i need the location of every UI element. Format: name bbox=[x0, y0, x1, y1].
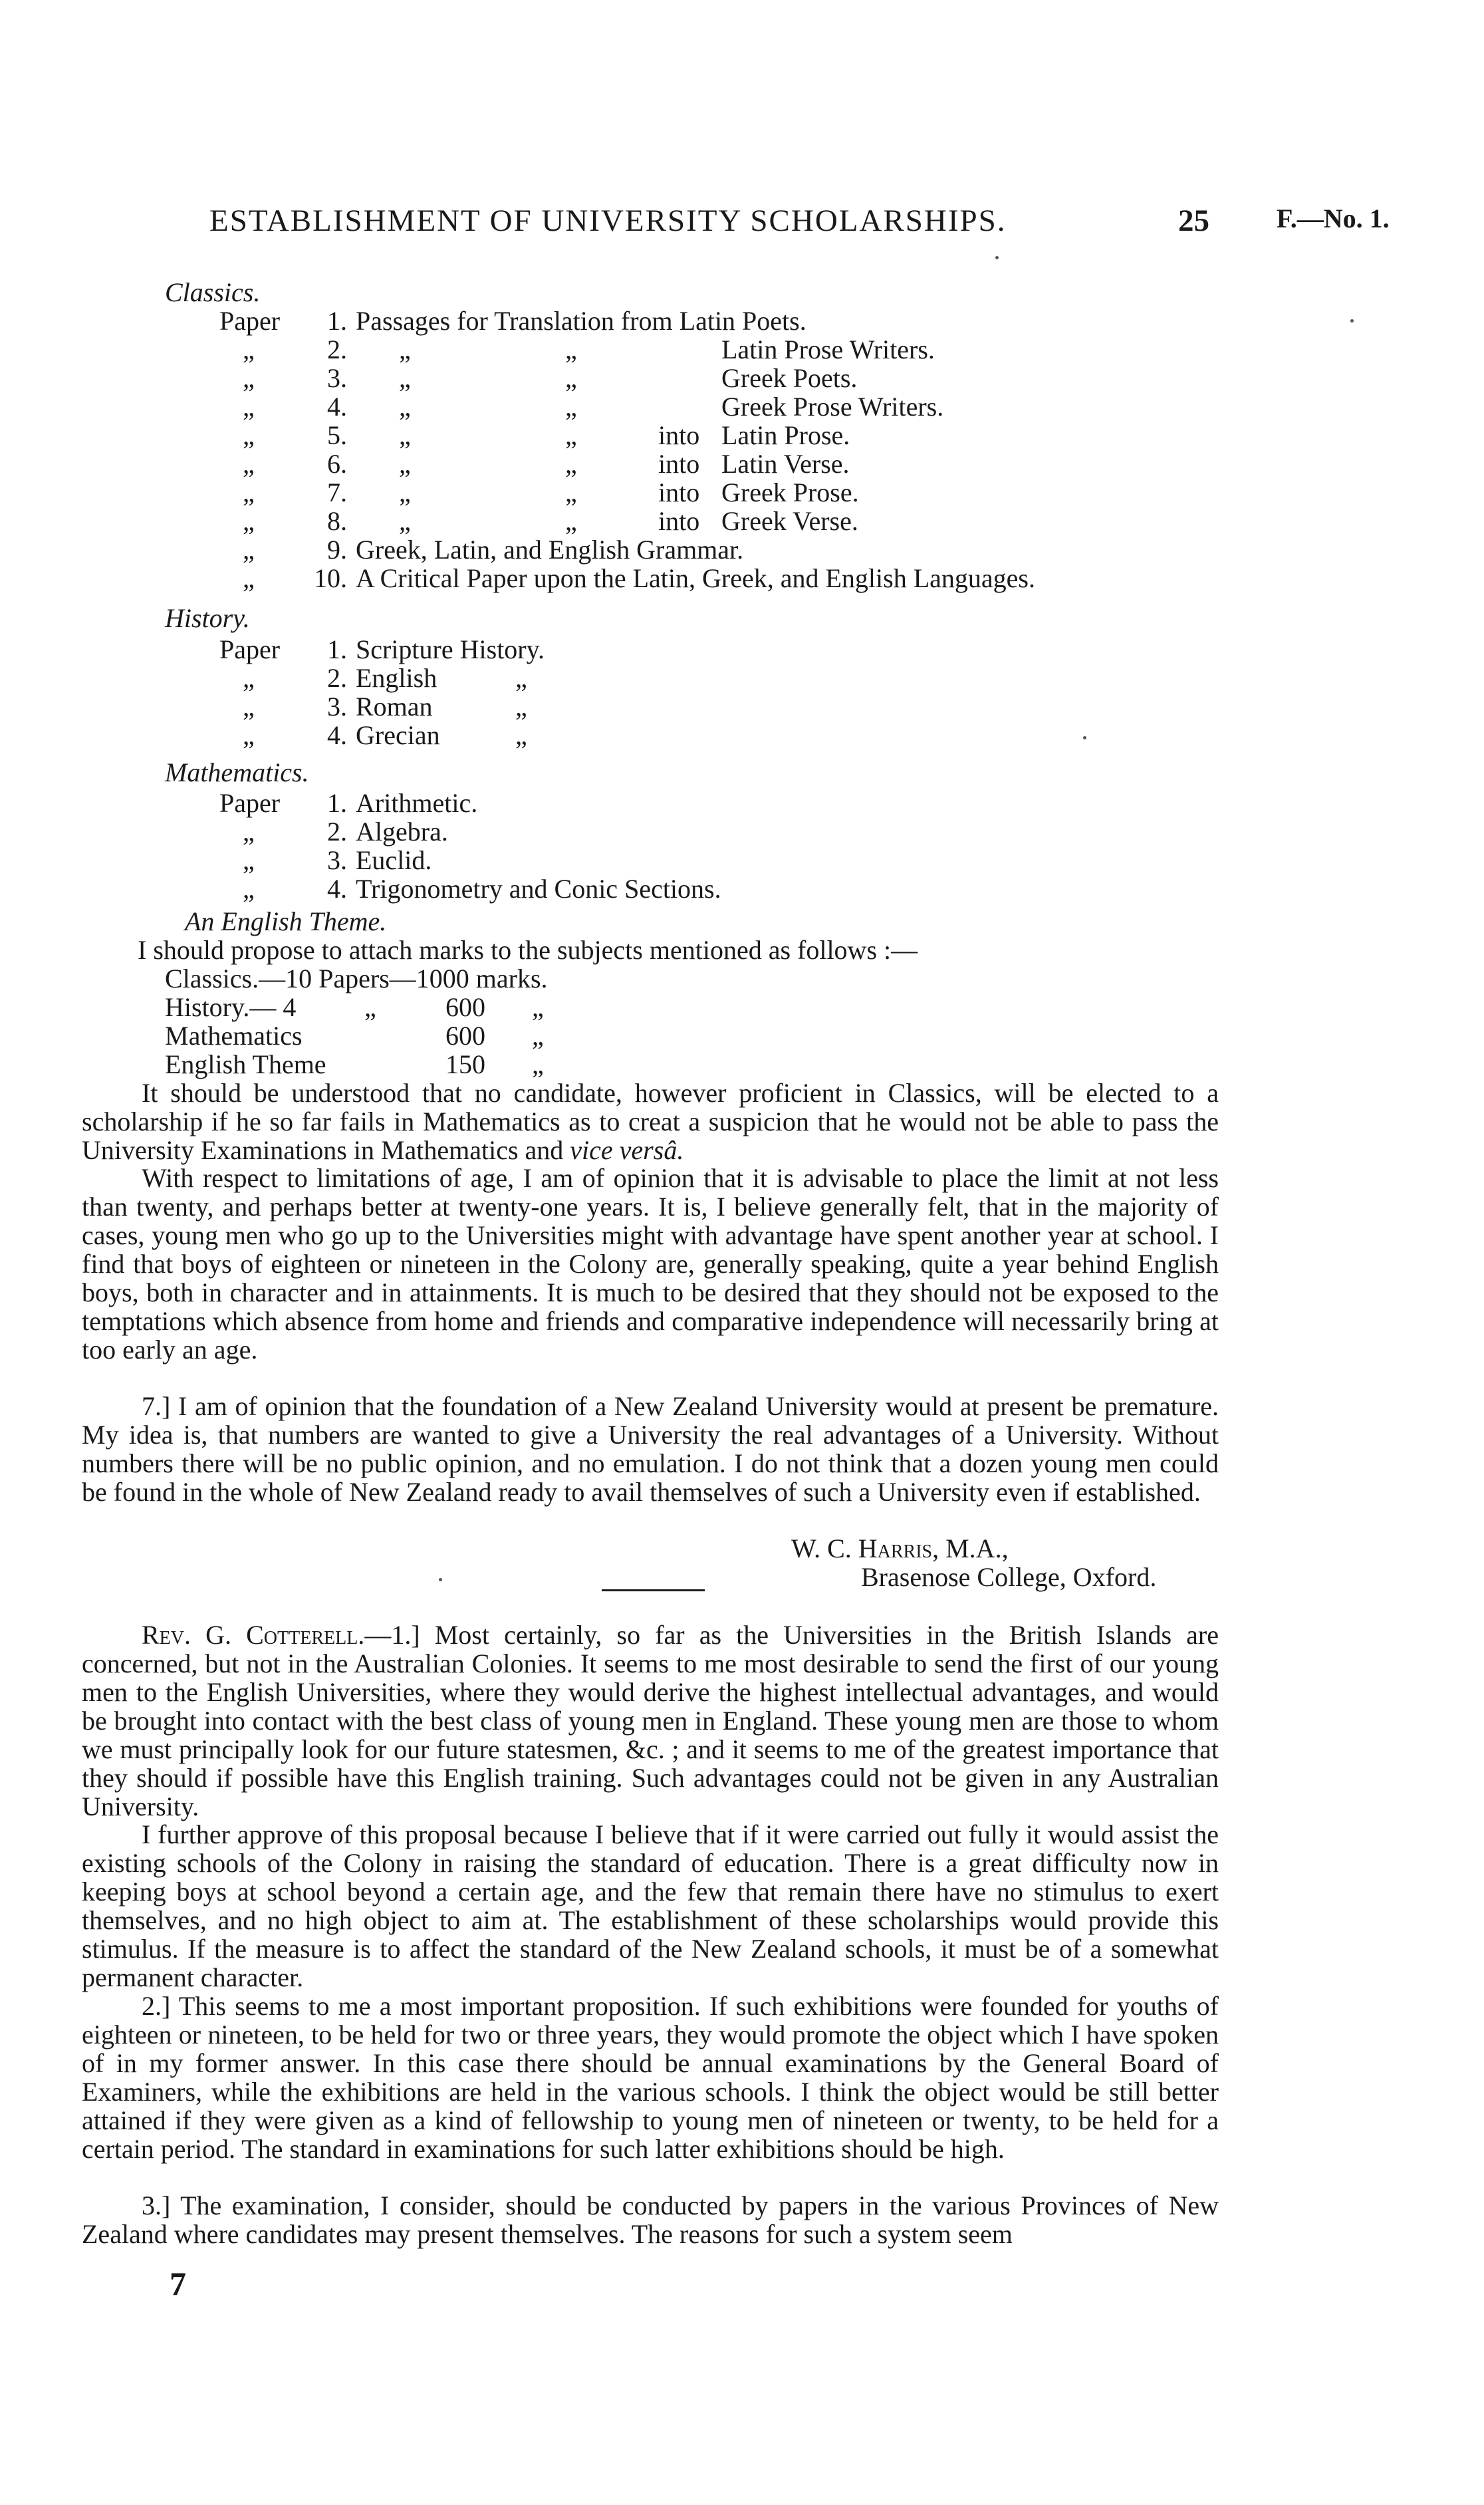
paper-label: Paper bbox=[219, 788, 281, 818]
ditto-mark: „ bbox=[399, 334, 411, 364]
classics-into: into bbox=[658, 477, 700, 507]
paragraph-1-italic: vice versâ. bbox=[570, 1135, 684, 1165]
ditto-mark: „ bbox=[243, 506, 255, 536]
paragraph-2: With respect to limitations of age, I am of opinion that it is advisable to place the limit at not less than twenty, and perhaps better at twenty-one years. It is, I believe generally felt, that in the majority of cases, young men who go up to the Universities might with advantage have spent another year at school. I find that boys of eighteen or nineteen in the Colony are, generally speaking, quite a year behind English boys, both in character and in attainments. It is much to be desired that they should not be exposed to the temptations which absence from home and friends and comparative independence will necessarily bring at too early an age. bbox=[82, 1163, 1219, 1365]
speck bbox=[439, 1578, 442, 1581]
ditto-mark: „ bbox=[532, 1021, 544, 1051]
ditto-mark: „ bbox=[565, 392, 577, 422]
paragraph-5: I further approve of this proposal because I believe that if it were carried out fully it would assist the existing schools of the Colony in raising the standard of education. There is a great difficulty now in keeping boys at school beyond a certain age, and the few that remain there have no stimulus to exert themselves, and no high object to aim at. The establishment of these scholarships would provide this stimulus. If the measure is to affect the standard of the New Zealand schools, it must be of a somewhat permanent character. bbox=[82, 1819, 1219, 1992]
marks-history-value: 600 bbox=[445, 992, 485, 1022]
ditto-mark: „ bbox=[515, 663, 527, 693]
paper-label: Paper bbox=[219, 306, 281, 336]
footer-number: 7 bbox=[170, 2265, 186, 2302]
ditto-mark: „ bbox=[243, 563, 255, 593]
marks-history-label: History.— 4 bbox=[165, 992, 297, 1022]
english-theme-heading: An English Theme. bbox=[185, 906, 387, 936]
math-item-3: Euclid. bbox=[356, 845, 432, 875]
mathematics-heading: Mathematics. bbox=[165, 757, 309, 787]
classics-heading: Classics. bbox=[165, 277, 261, 307]
ditto-mark: „ bbox=[399, 420, 411, 450]
ditto-mark: „ bbox=[532, 1049, 544, 1079]
marks-intro: I should propose to attach marks to the subjects mentioned as follows :— bbox=[138, 935, 918, 965]
ditto-mark: „ bbox=[399, 449, 411, 479]
marks-theme-label: English Theme bbox=[165, 1049, 326, 1079]
math-num-3: 3. bbox=[327, 845, 347, 875]
classics-num-5: 5. bbox=[327, 420, 347, 450]
history-num-1: 1. bbox=[327, 634, 347, 664]
ditto-mark: „ bbox=[243, 692, 255, 722]
paragraph-3: 7.] I am of opinion that the foundation of a New Zealand University would at present be premature. My idea is, that numbers are wanted to give a University the real advantages of a University. Without numbers there will be no public opinion, and no emulation. I do not think that a dozen young men could be found in the whole of New Zealand ready to avail themselves of such a University even if established. bbox=[82, 1391, 1219, 1507]
ditto-mark: „ bbox=[243, 874, 255, 904]
history-item-3: Roman bbox=[356, 692, 433, 722]
classics-item-4: Greek Prose Writers. bbox=[721, 392, 944, 422]
classics-item-10: A Critical Paper upon the Latin, Greek, and English Languages. bbox=[356, 563, 1035, 593]
marks-math-value: 600 bbox=[445, 1021, 485, 1051]
page-number: 25 bbox=[1178, 203, 1209, 238]
ditto-mark: „ bbox=[565, 477, 577, 507]
classics-num-9: 9. bbox=[327, 535, 347, 565]
classics-item-1: Passages for Translation from Latin Poets. bbox=[356, 306, 806, 336]
ditto-mark: „ bbox=[532, 992, 544, 1022]
ditto-mark: „ bbox=[243, 817, 255, 847]
ditto-mark: „ bbox=[243, 477, 255, 507]
ditto-mark: „ bbox=[243, 845, 255, 875]
signature-college: Brasenose College, Oxford. bbox=[861, 1562, 1157, 1592]
classics-item-2: Latin Prose Writers. bbox=[721, 334, 935, 364]
classics-item-6: Latin Verse. bbox=[721, 449, 850, 479]
paragraph-7: 3.] The examination, I consider, should be conducted by papers in the various Provinces of New Zealand where candidates may present themselves. The reasons for such a system seem bbox=[82, 2190, 1219, 2249]
history-item-2: English bbox=[356, 663, 437, 693]
math-item-1: Arithmetic. bbox=[356, 788, 478, 818]
history-item-1: Scripture History. bbox=[356, 634, 545, 664]
classics-into: into bbox=[658, 449, 700, 479]
classics-num-6: 6. bbox=[327, 449, 347, 479]
classics-num-4: 4. bbox=[327, 392, 347, 422]
paragraph-1 bbox=[82, 1079, 1219, 1164]
ditto-mark: „ bbox=[364, 992, 376, 1022]
history-item-4: Grecian bbox=[356, 720, 440, 750]
ditto-mark: „ bbox=[399, 392, 411, 422]
ditto-mark: „ bbox=[243, 663, 255, 693]
signature-name-text: W. C. Harris, M.A., bbox=[791, 1533, 1009, 1563]
ditto-mark: „ bbox=[399, 363, 411, 393]
ditto-mark: „ bbox=[565, 449, 577, 479]
history-num-4: 4. bbox=[327, 720, 347, 750]
classics-item-3: Greek Poets. bbox=[721, 363, 858, 393]
math-item-4: Trigonometry and Conic Sections. bbox=[356, 874, 721, 904]
section-divider bbox=[602, 1589, 705, 1591]
classics-num-7: 7. bbox=[327, 477, 347, 507]
history-num-3: 3. bbox=[327, 692, 347, 722]
classics-num-2: 2. bbox=[327, 334, 347, 364]
speck bbox=[1350, 319, 1354, 323]
classics-num-3: 3. bbox=[327, 363, 347, 393]
marks-theme-value: 150 bbox=[445, 1049, 485, 1079]
paragraph-1-text: It should be understood that no candidate, however proficient in Classics, will be elected to a scholarship if he so far fails in Mathematics as to creat a suspicion that he would not be able to pass the University Examinations in Mathematics and bbox=[82, 1078, 1219, 1165]
signature-name bbox=[791, 1534, 1009, 1563]
page-header-title: ESTABLISHMENT OF UNIVERSITY SCHOLARSHIPS. bbox=[209, 203, 1007, 238]
marks-classics: Classics.—10 Papers—1000 marks. bbox=[165, 964, 548, 993]
ditto-mark: „ bbox=[565, 363, 577, 393]
speck bbox=[995, 256, 999, 259]
paragraph-4-text: —1.] Most certainly, so far as the Universities in the British Islands are concerned, but not in the Australian Colonies. It seems to me most desirable to send the first of our young men to the English Universities, where they would derive the highest intellectual advantages, and would be brought into contact with the best class of young men in England. These young men are those to whom we must principally look for our future statesmen, &c. ; and it seems to me of the greatest importance that they should if possible have this English training. Such advantages could not be given in any Australian University. bbox=[82, 1620, 1219, 1821]
ditto-mark: „ bbox=[243, 449, 255, 479]
document-reference: F.—No. 1. bbox=[1277, 203, 1390, 233]
ditto-mark: „ bbox=[243, 720, 255, 750]
paper-label: Paper bbox=[219, 634, 281, 664]
ditto-mark: „ bbox=[243, 392, 255, 422]
ditto-mark: „ bbox=[565, 420, 577, 450]
classics-into: into bbox=[658, 506, 700, 536]
math-item-2: Algebra. bbox=[356, 817, 448, 847]
math-num-4: 4. bbox=[327, 874, 347, 904]
ditto-mark: „ bbox=[565, 506, 577, 536]
classics-num-10: 10. bbox=[314, 563, 347, 593]
classics-num-8: 8. bbox=[327, 506, 347, 536]
paragraph-6: 2.] This seems to me a most important proposition. If such exhibitions were founded for youths of eighteen or nineteen, to be held for two or three years, they would promote the object which I have spoken of in my former answer. In this case there should be annual examinations by the General Board of Examiners, while the exhibitions are held in the various schools. I think the object would be still better attained if they were given as a kind of fellowship to young men of nineteen or twenty, to be held for a certain period. The standard in examinations for such latter exhibitions should be high. bbox=[82, 1991, 1219, 2164]
classics-num-1: 1. bbox=[327, 306, 347, 336]
classics-item-7: Greek Prose. bbox=[721, 477, 859, 507]
ditto-mark: „ bbox=[243, 420, 255, 450]
speck bbox=[1083, 736, 1086, 739]
math-num-2: 2. bbox=[327, 817, 347, 847]
ditto-mark: „ bbox=[399, 506, 411, 536]
classics-item-5: Latin Prose. bbox=[721, 420, 850, 450]
marks-math-label: Mathematics bbox=[165, 1021, 303, 1051]
ditto-mark: „ bbox=[515, 720, 527, 750]
ditto-mark: „ bbox=[243, 363, 255, 393]
history-num-2: 2. bbox=[327, 663, 347, 693]
ditto-mark: „ bbox=[515, 692, 527, 722]
ditto-mark: „ bbox=[565, 334, 577, 364]
classics-item-9: Greek, Latin, and English Grammar. bbox=[356, 535, 744, 565]
ditto-mark: „ bbox=[243, 535, 255, 565]
paragraph-4 bbox=[82, 1621, 1219, 1821]
history-heading: History. bbox=[165, 603, 250, 633]
math-num-1: 1. bbox=[327, 788, 347, 818]
classics-into: into bbox=[658, 420, 700, 450]
speaker-name: Rev. G. Cotterell. bbox=[142, 1620, 365, 1650]
classics-item-8: Greek Verse. bbox=[721, 506, 858, 536]
ditto-mark: „ bbox=[399, 477, 411, 507]
ditto-mark: „ bbox=[243, 334, 255, 364]
